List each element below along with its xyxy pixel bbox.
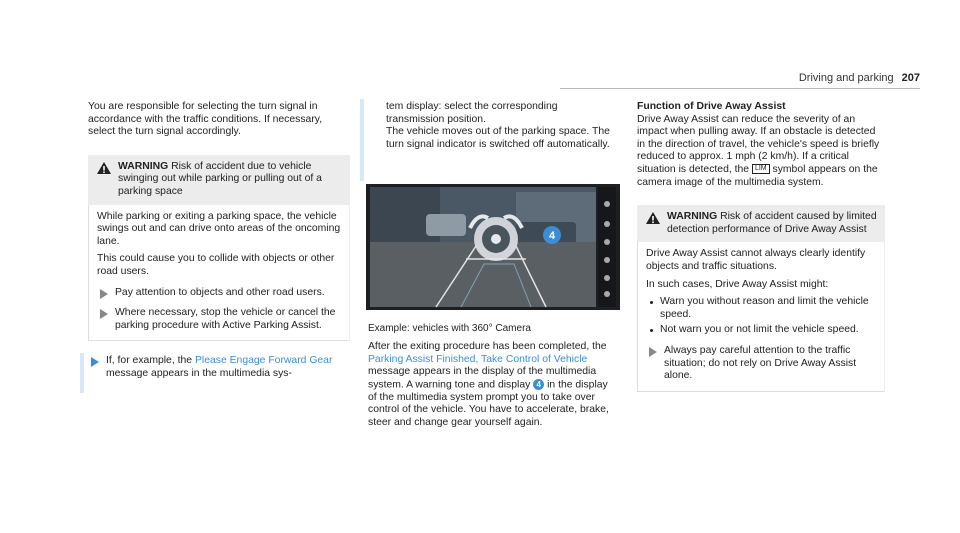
list-text: Warn you without reason and limit the vehicle speed. (660, 296, 869, 320)
arrow-icon (649, 347, 657, 357)
completion-paragraph (368, 341, 618, 429)
warning-label-2: WARNING (667, 211, 718, 223)
column-2 (368, 101, 618, 428)
section-heading: Function of Drive Away Assist (637, 101, 786, 112)
action-item (97, 287, 341, 300)
warning-body-2 (637, 242, 885, 391)
section-title: Driving and parking (798, 72, 894, 84)
step-continuation: tem display: select the corresponding transmission position. (386, 101, 558, 125)
text-part: symbol appears on the camera image of the multimedia system. (637, 163, 878, 188)
action-text: Pay attention to objects and other road users. (115, 286, 325, 298)
text-part: After the exiting procedure has been completed, the (368, 341, 607, 352)
arrow-icon (100, 309, 108, 319)
arrow-icon (91, 357, 99, 367)
display-message: Please Engage Forward Gear (194, 355, 333, 367)
warning-label-1: WARNING (118, 160, 169, 172)
action-item (97, 307, 341, 332)
text-part: message appears in the display of the multimedia system. A warning tone and display (368, 366, 597, 391)
warning-text-1a: While parking or exiting a parking space, the vehicle swings out and can drive onto areas of the oncoming lane. (97, 210, 341, 247)
list-item (646, 324, 876, 337)
warning-box-1 (88, 155, 350, 342)
column-3 (637, 101, 885, 392)
warning-triangle-icon (645, 211, 661, 225)
header-divider (560, 88, 920, 89)
step-text-end: message appears in the multimedia sys- (106, 367, 292, 379)
list-text: Not warn you or not limit the vehicle speed. (660, 324, 859, 336)
action-item (646, 345, 876, 383)
camera-display-image (366, 184, 620, 310)
lim-symbol-icon: LIM (752, 164, 770, 174)
text-part: in the display of the multimedia system prompt you to take over control of the vehicle. You have to accelerate, brake, steer and change gear yourself again. (368, 379, 609, 428)
warning-box-2 (637, 205, 885, 392)
warning-text-1b: This could cause you to collide with objects or other road users. (97, 253, 335, 277)
step-item (88, 355, 350, 380)
list-item (646, 296, 876, 321)
step-text: If, for example, the (106, 355, 195, 367)
action-text: Where necessary, stop the vehicle or cancel the parking procedure with Active Parking Assist. (115, 307, 336, 331)
page-header (799, 72, 920, 85)
column-1 (88, 101, 350, 381)
warning-body-1 (88, 205, 350, 342)
step-bar (360, 99, 364, 181)
bullet-icon (650, 301, 653, 304)
warning-text-2a: Drive Away Assist cannot always clearly identify objects and traffic situations. (646, 248, 866, 272)
image-caption: Example: vehicles with 360° Camera (368, 323, 531, 334)
step-bar (80, 353, 84, 393)
arrow-icon (100, 289, 108, 299)
display-message: Parking Assist Finished, Take Control of Vehicle (368, 353, 588, 365)
page-number: 207 (901, 72, 920, 84)
step-result: The vehicle moves out of the parking space. The turn signal indicator is switched off automatically. (386, 126, 610, 150)
warning-text-2b: In such cases, Drive Away Assist might: (646, 278, 829, 290)
intro-paragraph: You are responsible for selecting the turn signal in accordance with the traffic conditions. If necessary, select the turn signal accordingly. (88, 101, 323, 138)
warning-header-1 (88, 155, 350, 205)
bullet-icon (650, 329, 653, 332)
warning-title-2: Risk of accident caused by limited detection performance of Drive Away Assist (667, 211, 877, 235)
warning-header-2 (637, 205, 885, 242)
action-text: Always pay careful attention to the traffic situation; do not rely on Drive Away Assist alone. (664, 344, 857, 382)
warning-triangle-icon (96, 161, 112, 175)
warning-title-1: Risk of accident due to vehicle swinging out while parking or pulling out of a parking space (118, 160, 322, 197)
callout-4-badge: 4 (533, 379, 544, 390)
function-paragraph (637, 114, 885, 190)
text-part: Drive Away Assist can reduce the severity of an impact when pulling away. If an obstacle is detected in the direction of travel, the vehicle's speed is briefly reduced to approx. 1 mph (2 km/h). If a critical situation is detected, the (637, 113, 880, 175)
callout-4-text: 4 (548, 230, 556, 242)
